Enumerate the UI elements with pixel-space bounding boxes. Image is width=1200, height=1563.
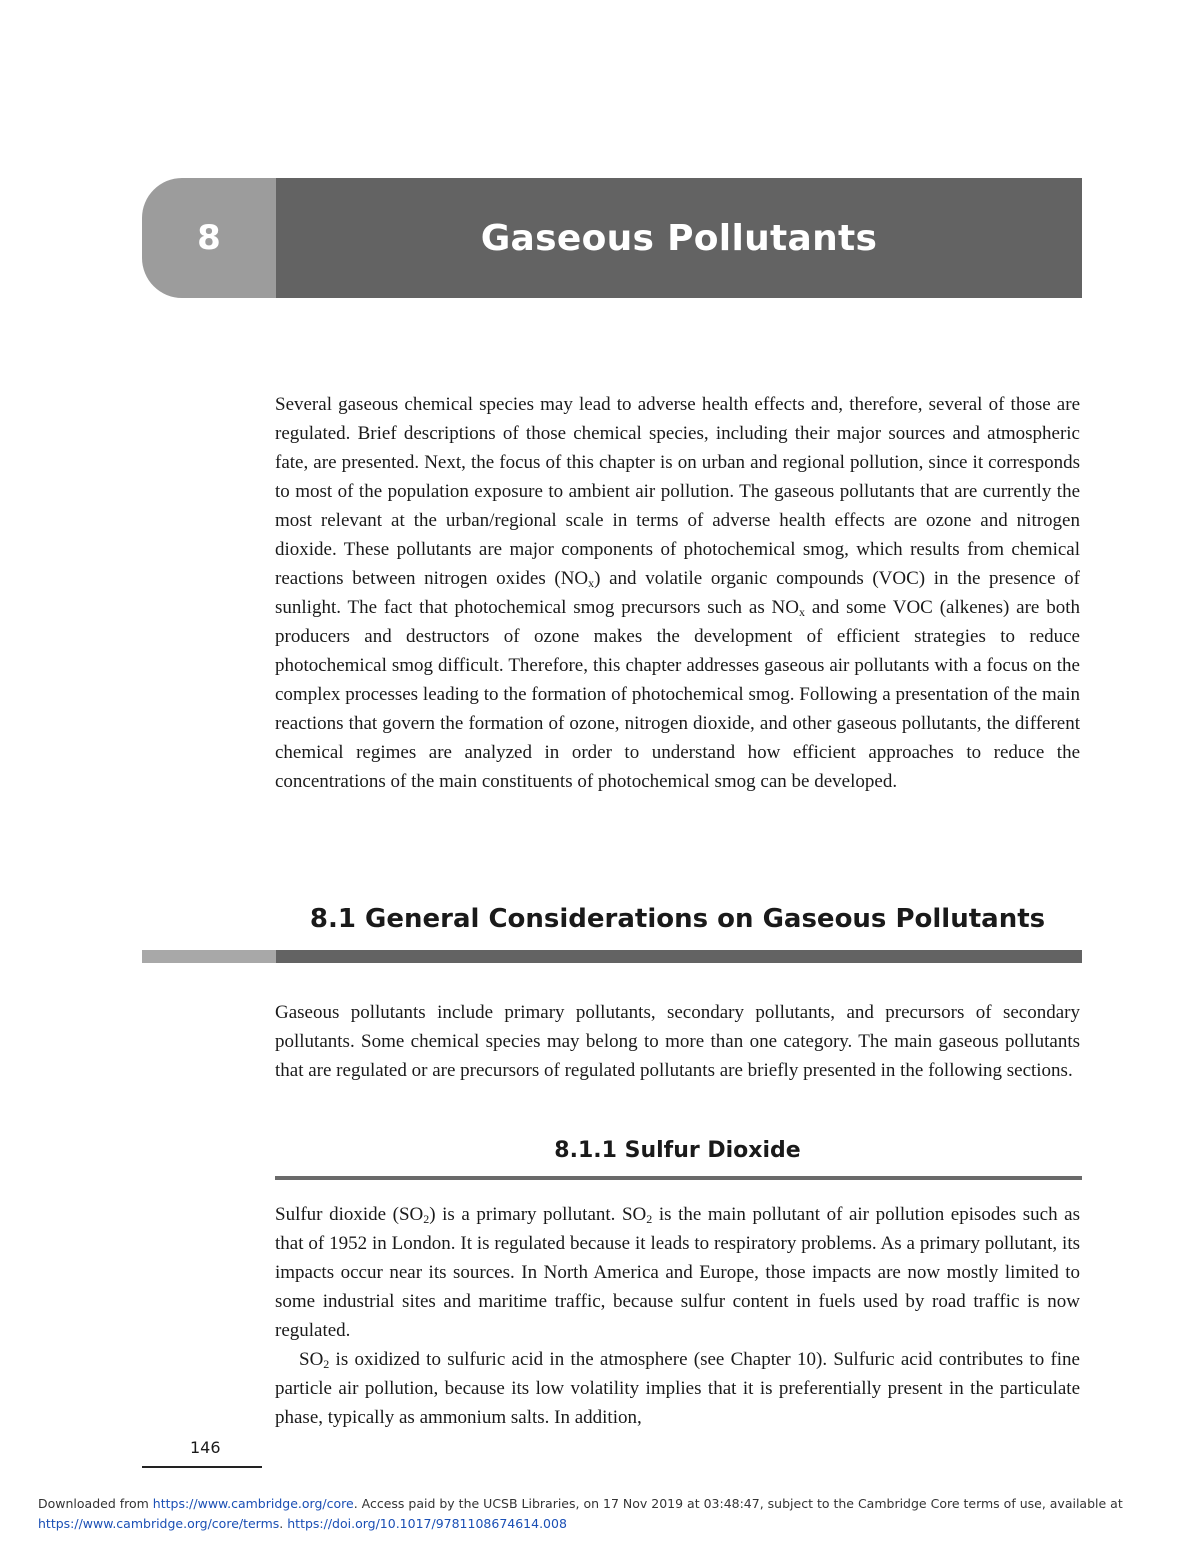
page-number-rule [142,1466,262,1468]
chapter-title: Gaseous Pollutants [480,217,878,259]
section-rule-left [142,950,276,963]
section-heading-8-1: 8.1 General Considerations on Gaseous Pollutants [309,904,1046,934]
subsection-rule [275,1176,1082,1180]
sulfur-dioxide-paragraph-2: $SO_2$ is oxidized to sulfuric acid in the atmosphere (see Chapter 10). Sulfuric acid contributes to fine particle air pollution, because its low volatility implies that it is preferentially present in the particulate phase, typically as ammonium salts. In addition, [275,1349,1080,1428]
chapter-number: 8 [197,218,221,258]
section-8-1-paragraph: Gaseous pollutants include primary pollutants, secondary pollutants, and precursors of secondary pollutants. Some chemical species may belong to more than one category. The main gaseous pollutants that are regulated or are precursors of regulated pollutants are briefly presented in the following sections. [275,1002,1080,1081]
section-rule [276,950,1082,963]
cambridge-core-link[interactable]: https://www.cambridge.org/core [152,1496,354,1511]
chapter-title-bar [276,178,1082,298]
chapter-number-tab [142,178,276,298]
doi-link[interactable]: https://doi.org/10.1017/9781108674614.008 [287,1516,567,1531]
page-number: 146 [190,1438,221,1457]
section-heading-8-1-1: 8.1.1 Sulfur Dioxide [554,1138,801,1163]
cambridge-terms-link[interactable]: https://www.cambridge.org/core/terms [38,1516,280,1531]
download-footer: Downloaded from https://www.cambridge.org/core. Access paid by the UCSB Libraries, on 17 Nov 2019 at 03:48:47, subject to the Cambridge Core terms of use, available at https://www.cambridge.org/core/terms. https://doi.org/10.1017/9781108674614.008 [38,1496,1123,1531]
intro-paragraph: Several gaseous chemical species may lead to adverse health effects and, therefore, several of those are regulated. Brief descriptions of those chemical species, including their major sources and atmospheric fate, are presented. Next, the focus of this chapter is on urban and regional pollution, since it corresponds to most of the population exposure to ambient air pollution. The gaseous pollutants that are currently the most relevant at the urban/regional scale in terms of adverse health effects are ozone and nitrogen dioxide. These pollutants are major components of photochemical smog, which results from chemical reactions between nitrogen oxides $(NO_x)$ and volatile organic compounds (VOC) in the presence of sunlight. The fact that photochemical smog precursors such as $NO_x$ and some VOC (alkenes) are both producers and destructors of ozone makes the development of efficient strategies to reduce photochemical smog difficult. Therefore, this chapter addresses gaseous air pollutants with a focus on the complex processes leading to the formation of photochemical smog. Following a presentation of the main reactions that govern the formation of ozone, nitrogen dioxide, and other gaseous pollutants, the different chemical regimes are analyzed in order to understand how efficient approaches to reduce the concentrations of the main constituents of photochemical smog can be developed. [275,394,1080,792]
sulfur-dioxide-paragraph-1: Sulfur dioxide $(SO_2)$ is a primary pollutant. $SO_2$ is the main pollutant of air pollution episodes such as that of 1952 in London. It is regulated because it leads to respiratory problems. As a primary pollutant, its impacts occur near its sources. In North America and Europe, those impacts are now mostly limited to some industrial sites and maritime traffic, because sulfur content in fuels used by road traffic is now regulated. [275,1204,1080,1341]
section-8-1-1-body [275,1200,1080,1432]
